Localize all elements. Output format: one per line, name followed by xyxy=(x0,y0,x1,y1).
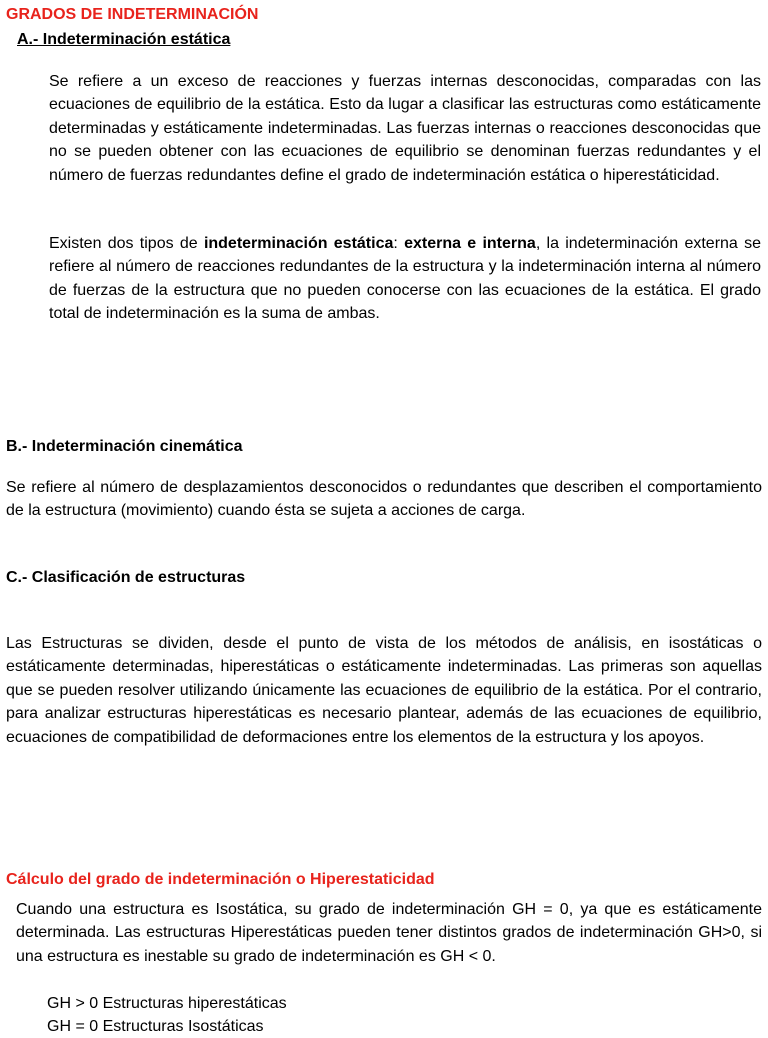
section-c-heading: C.- Clasificación de estructuras xyxy=(6,569,246,586)
section-b-heading: B.- Indeterminación cinemática xyxy=(6,438,243,455)
section-a-paragraph-2 xyxy=(49,232,761,326)
para2-bold-static: indeterminación estática xyxy=(203,235,394,252)
list-item: GH > 0 Estructuras hiperestáticas xyxy=(47,995,287,1012)
para2-text-pre: Existen dos tipos de xyxy=(49,235,204,252)
section-a-paragraph-1: Se refiere a un exceso de reacciones y fuerzas internas desconocidas, comparadas con las ecuaciones de equilibrio de la estática. Esto da lugar a clasificar las estructuras como estáticamente determinadas y estáticamente indeterminadas. Las fuerzas internas o reacciones desconocidas que no se pueden obtener con las ecuaciones de equilibrio se denominan fuerzas redundantes y el número de fuerzas redundantes define el grado de indeterminación estática o hiperestáticidad. xyxy=(49,73,761,184)
para2-bold-types: externa e interna xyxy=(404,235,536,252)
calc-heading: Cálculo del grado de indeterminación o Hiperestaticidad xyxy=(6,871,435,888)
section-b-paragraph: Se refiere al número de desplazamientos desconocidos o redundantes que describen el comportamiento de la estructura (movimiento) cuando ésta se sujeta a acciones de carga. xyxy=(6,479,762,520)
para2-text-post: , la indeterminación externa se refiere al número de reacciones redundantes de la estructura y la indeterminación interna al número de fuerzas de la estructura que no pueden conocerse con las ecuaciones de la estática. El grado total de indeterminación es la suma de ambas. xyxy=(49,235,762,323)
document-title: GRADOS DE INDETERMINACIÓN xyxy=(6,6,259,23)
section-c-paragraph: Las Estructuras se dividen, desde el punto de vista de los métodos de análisis, en isostáticas o estáticamente determinadas, hiperestáticas o estáticamente indeterminadas. Las primeras son aquellas que se pueden resolver utilizando únicamente las ecuaciones de equilibrio de la estática. Por el contrario, para analizar estructuras hiperestáticas es necesario plantear, además de las ecuaciones de equilibrio, ecuaciones de compatibilidad de deformaciones entre los elementos de la estructura y los apoyos. xyxy=(6,635,762,746)
calc-paragraph: Cuando una estructura es Isostática, su grado de indeterminación GH = 0, ya que es estáticamente determinada. Las estructuras Hiperestáticas pueden tener distintos grados de indeterminación GH>0, si una estructura es inestable su grado de indeterminación es GH < 0. xyxy=(16,901,762,965)
para2-colon: : xyxy=(393,235,405,252)
list-item: GH = 0 Estructuras Isostáticas xyxy=(47,1018,264,1035)
section-a-heading: A.- Indeterminación estática xyxy=(17,31,231,48)
